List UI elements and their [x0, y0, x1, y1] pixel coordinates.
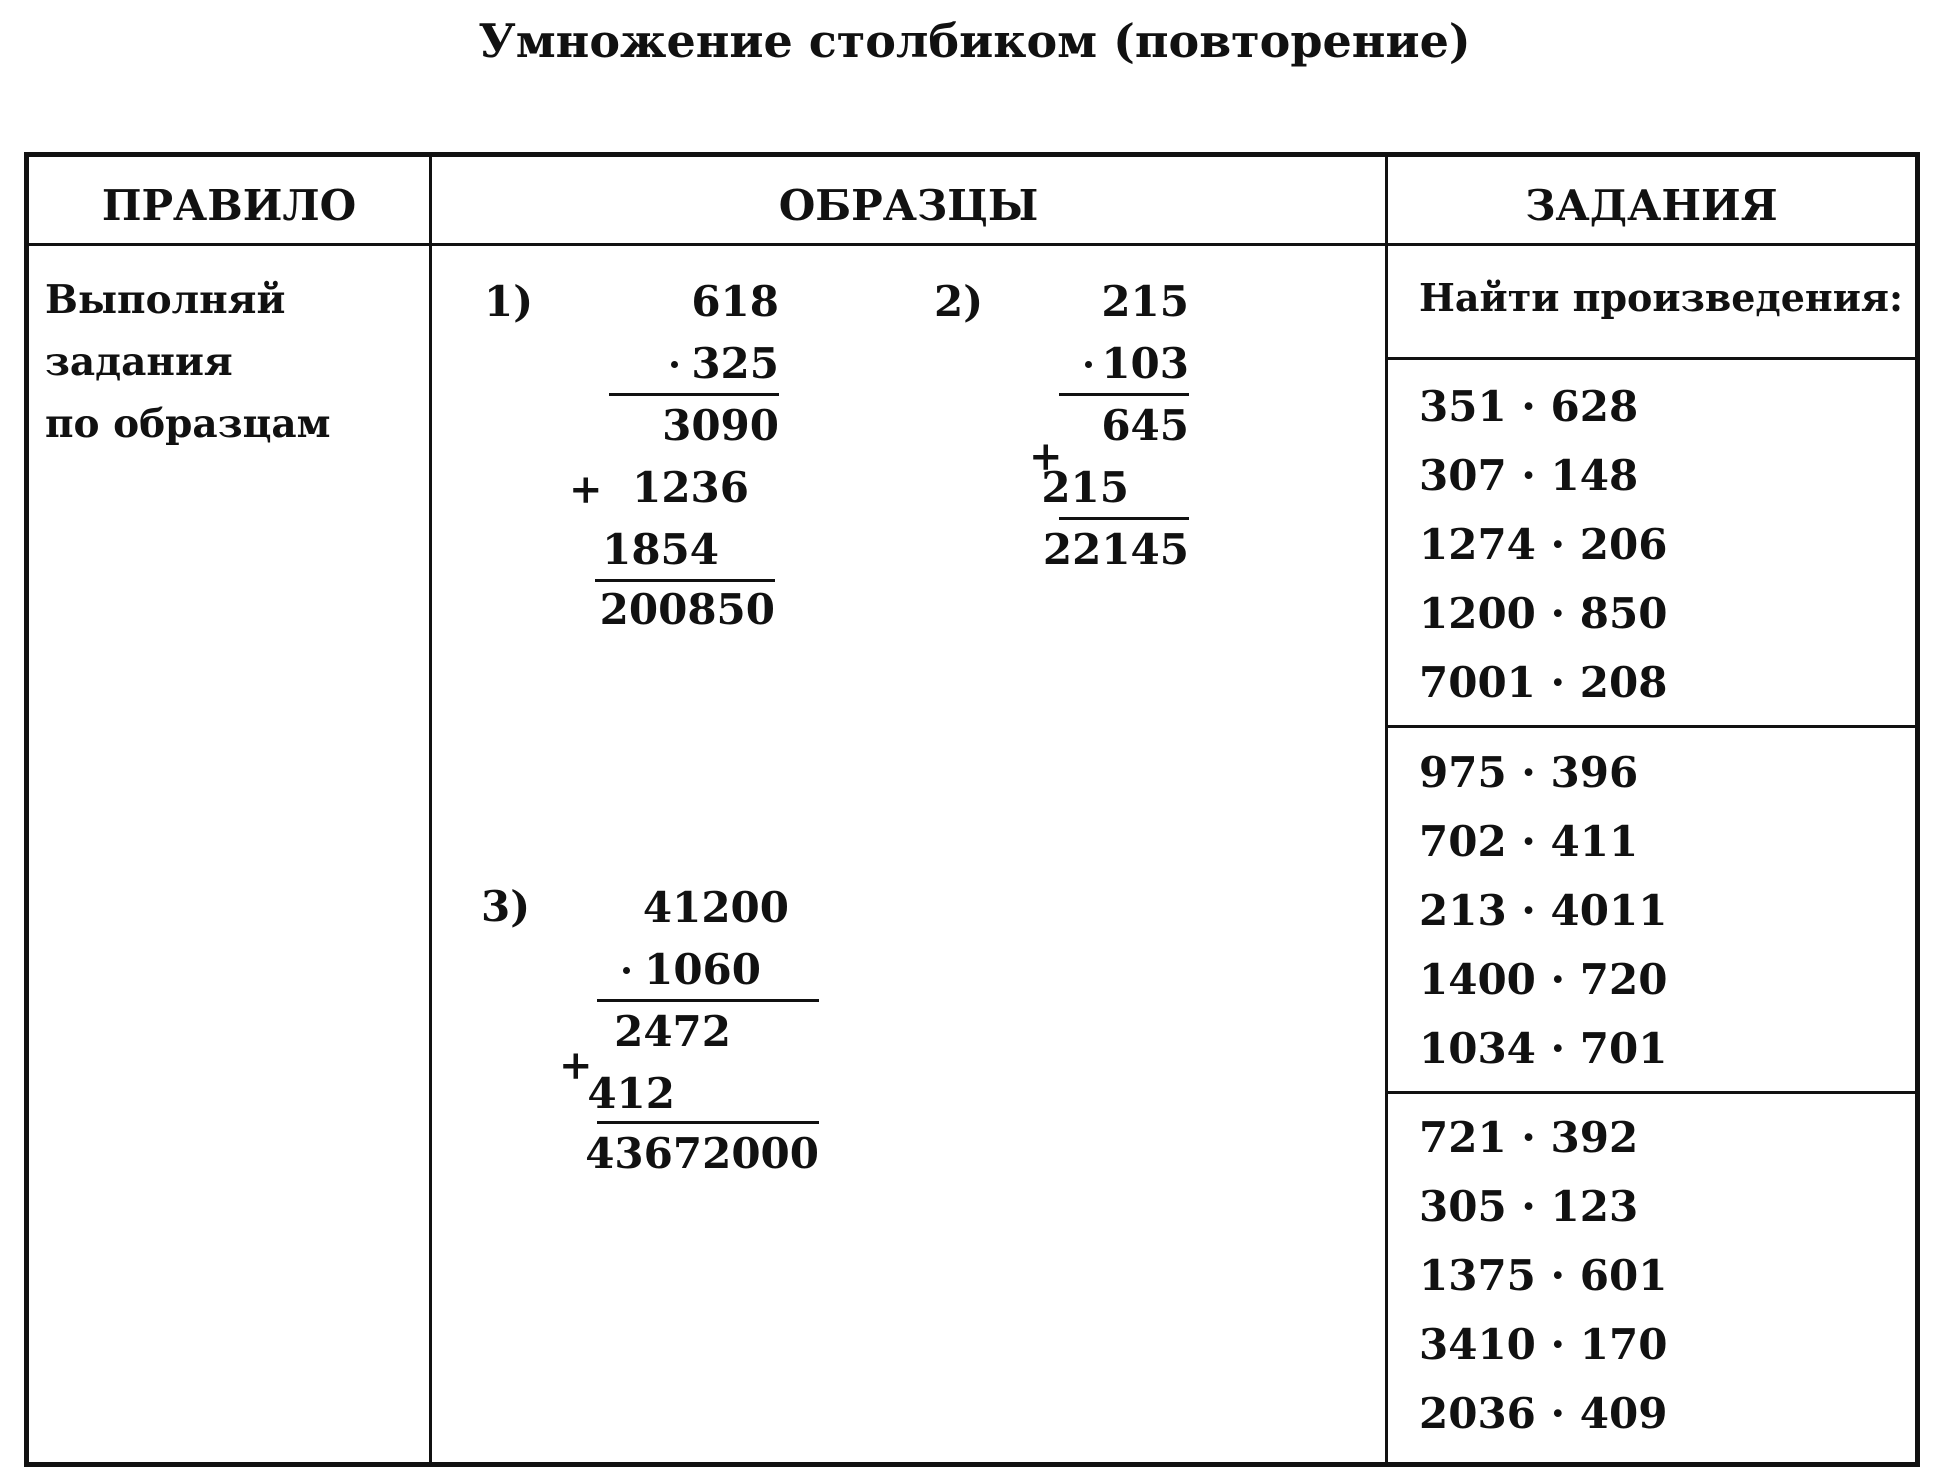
sample-1-factor-2: 325 [691, 339, 779, 388]
exercise-table [24, 152, 1920, 1467]
rule-text [45, 269, 331, 455]
sample-3-result: 43672000 [585, 1129, 819, 1178]
task-divider [1385, 725, 1915, 728]
multiply-sign [671, 361, 678, 368]
task-item: 7001 · 208 [1419, 658, 1668, 707]
task-item: 1375 · 601 [1419, 1251, 1668, 1300]
header-rule: ПРАВИЛО [101, 181, 357, 230]
multiply-sign [623, 967, 630, 974]
sample-2-partial: 645 [1101, 401, 1189, 450]
sample-2 [1029, 271, 1189, 574]
sample-3-factor-1: 41200 [642, 883, 789, 932]
column-divider [1385, 157, 1388, 1462]
task-item: 721 · 392 [1419, 1113, 1639, 1162]
sample-1-factor-1: 618 [691, 277, 779, 326]
sample-2-partial: 215 [1041, 463, 1129, 512]
sample-3 [559, 877, 819, 1197]
plus-sign: + [559, 1042, 593, 1089]
sample-1-label: 1) [484, 277, 534, 326]
sample-2-factor-2: 103 [1101, 339, 1189, 388]
task-item: 2036 · 409 [1419, 1389, 1668, 1438]
sample-1-partial: 1854 [602, 525, 719, 574]
task-item: 3410 · 170 [1419, 1320, 1668, 1369]
column-divider [429, 157, 432, 1462]
task-item: 351 · 628 [1419, 382, 1639, 431]
task-group-3 [1419, 1103, 1667, 1448]
rule-line: задания [45, 339, 233, 385]
task-divider [1385, 1091, 1915, 1094]
sample-1-result: 200850 [599, 585, 775, 634]
plus-sign: + [569, 466, 603, 513]
task-item: 702 · 411 [1419, 817, 1639, 866]
sample-3-partial: 412 [587, 1069, 675, 1118]
task-item: 975 · 396 [1419, 748, 1639, 797]
task-item: 305 · 123 [1419, 1182, 1639, 1231]
rule-line: Выполняй [45, 277, 286, 323]
task-divider [1385, 357, 1915, 360]
header-samples: ОБРАЗЦЫ [778, 181, 1039, 230]
sample-1 [569, 271, 779, 651]
task-item: 1400 · 720 [1419, 955, 1668, 1004]
header-tasks: ЗАДАНИЯ [1525, 181, 1778, 230]
task-item: 307 · 148 [1419, 451, 1639, 500]
sample-1-partial: 1236 [632, 463, 749, 512]
sample-1-partial: 3090 [662, 401, 779, 450]
rule-line: по образцам [45, 401, 331, 447]
plus-sign: + [1029, 433, 1063, 480]
sample-3-partial: 2472 [614, 1007, 731, 1056]
sample-3-label: 3) [481, 882, 531, 931]
sample-3-factor-2: 1060 [644, 945, 761, 994]
task-item: 213 · 4011 [1419, 886, 1668, 935]
header-divider [29, 243, 1915, 246]
sample-2-label: 2) [934, 277, 984, 326]
task-item: 1274 · 206 [1419, 520, 1668, 569]
multiply-sign [1085, 361, 1092, 368]
task-group-1 [1419, 372, 1667, 717]
task-item: 1200 · 850 [1419, 589, 1668, 638]
sample-2-factor-1: 215 [1101, 277, 1189, 326]
tasks-heading: Найти произведения: [1419, 275, 1904, 320]
task-item: 1034 · 701 [1419, 1024, 1668, 1073]
page-title: Умножение столбиком (повторение) [478, 14, 1471, 68]
task-group-2 [1419, 738, 1667, 1083]
sample-2-result: 22145 [1042, 525, 1189, 574]
